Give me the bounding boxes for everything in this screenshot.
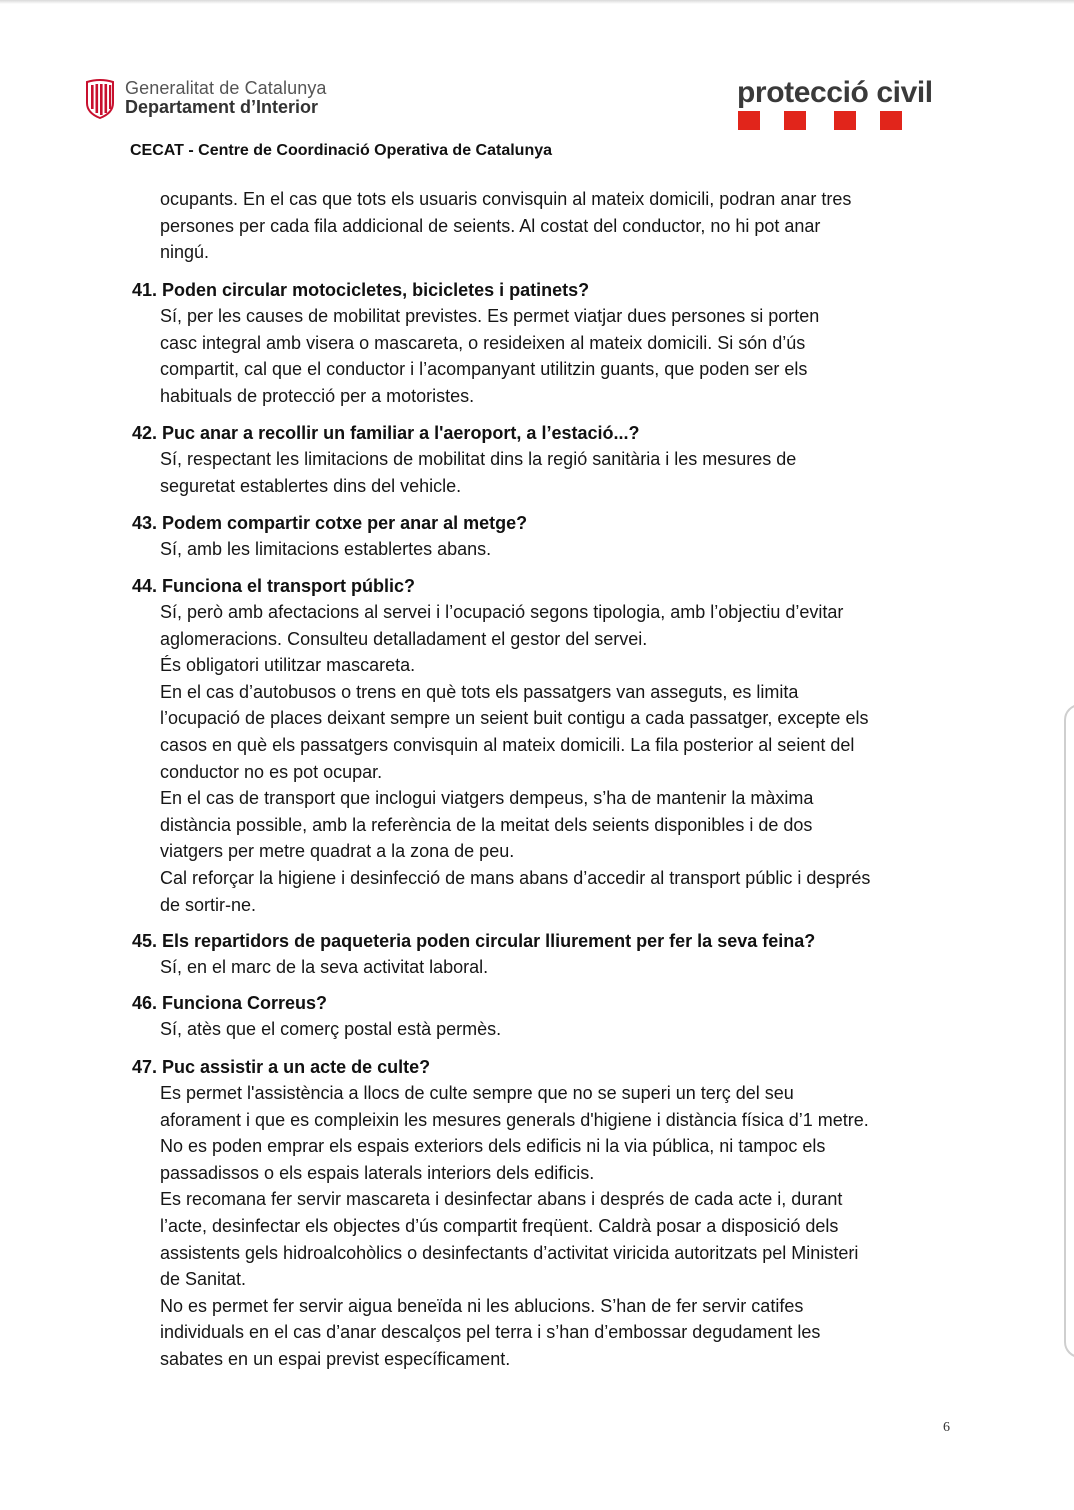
department-name: Departament d’Interior — [125, 97, 319, 117]
answer-47: Es permet l'assistència a llocs de culte sempre que no se superi un terç del seu aforament i que es compleixin les mesures generals d'higiene i distància física d’1 metre. No es poden emprar els espais exteriors dels edificis ni la via pública, ni tampoc els passadissos o els espais laterals interiors dels edificis. Es recomana fer servir mascareta i desinfectar abans i després de cada acte i, durant l’acte, desinfectar els objectes d’ús compartit freqüent. Caldrà posar a disposició dels assistents gels hidroalcohòlics o desinfectants d’activitat viricida autoritzats pel Ministeri de Sanitat. No es permet fer servir aigua beneïda ni les ablucions. S’han de fer servir catifes individuals en el cas d’anar descalços pel terra i s’han d’embossar degudament les sabates en un espai previst específicament. — [160, 1083, 869, 1369]
red-square-icon — [880, 111, 902, 130]
question-43: 43. Podem compartir cotxe per anar al metge? — [132, 513, 528, 533]
generalitat-logo — [84, 79, 327, 119]
generalitat-name: Generalitat de Catalunya — [125, 78, 327, 98]
proteccio-civil-logo-text: protecció civil — [737, 76, 933, 109]
cecat-title: CECAT - Centre de Coordinació Operativa de Catalunya — [130, 142, 553, 159]
proteccio-civil-logo — [737, 78, 937, 108]
question-42: 42. Puc anar a recollir un familiar a l'aeroport, a l’estació...? — [132, 423, 640, 443]
question-44: 44. Funciona el transport públic? — [132, 576, 416, 596]
question-47: 47. Puc assistir a un acte de culte? — [132, 1057, 431, 1077]
answer-45: Sí, en el marc de la seva activitat laboral. — [160, 957, 489, 977]
scroll-handle[interactable] — [1064, 704, 1074, 1358]
question-41: 41. Poden circular motocicletes, bicicletes i patinets? — [132, 280, 590, 300]
intro-paragraph: ocupants. En el cas que tots els usuaris convisquin al mateix domicili, podran anar tres persones per cada fila addicional de seients. Al costat del conductor, no hi pot anar ningú. — [160, 189, 852, 263]
red-square-icon — [784, 111, 806, 130]
answer-41: Sí, per les causes de mobilitat previstes. Es permet viatjar dues persones si porten casc integral amb visera o mascareta, o resideixen al mateix domicili. Si són d’ús compartit, cal que el conductor i l’acompanyant utilitzin guants, que poden ser els habituals de protecció per a motoristes. — [160, 306, 820, 406]
answer-44: Sí, però amb afectacions al servei i l’ocupació segons tipologia, amb l’objectiu d’evitar aglomeracions. Consulteu detalladament el gestor del servei. És obligatori utilitzar mascareta. En el cas d’autobusos o trens en què tots els passatgers van asseguts, es limita l’ocupació de places deixant sempre un seient buit contigu a cada passatger, excepte els casos en què els passatgers convisquin al mateix domicili. La fila posterior al seient del conductor no es pot ocupar. En el cas de transport que inclogui viatgers dempeus, s’ha de mantenir la màxima distància possible, amb la referència de la meitat dels seients disponibles i de dos viatgers per metre quadrat a la zona de peu. Cal reforçar la higiene i desinfecció de mans abans d’accedir al transport públic i després de sortir-ne. — [160, 602, 871, 915]
answer-43: Sí, amb les limitacions establertes abans. — [160, 539, 492, 559]
page-number: 6 — [943, 1420, 950, 1435]
generalitat-emblem-icon — [84, 79, 116, 119]
page-top-edge — [0, 0, 1074, 4]
red-square-icon — [738, 111, 760, 130]
answer-46: Sí, atès que el comerç postal està permès. — [160, 1019, 502, 1039]
red-square-icon — [834, 111, 856, 130]
answer-42: Sí, respectant les limitacions de mobilitat dins la regió sanitària i les mesures de seguretat establertes dins del vehicle. — [160, 449, 797, 496]
question-46: 46. Funciona Correus? — [132, 993, 328, 1013]
question-45: 45. Els repartidors de paqueteria poden circular lliurement per fer la seva feina? — [132, 931, 816, 951]
